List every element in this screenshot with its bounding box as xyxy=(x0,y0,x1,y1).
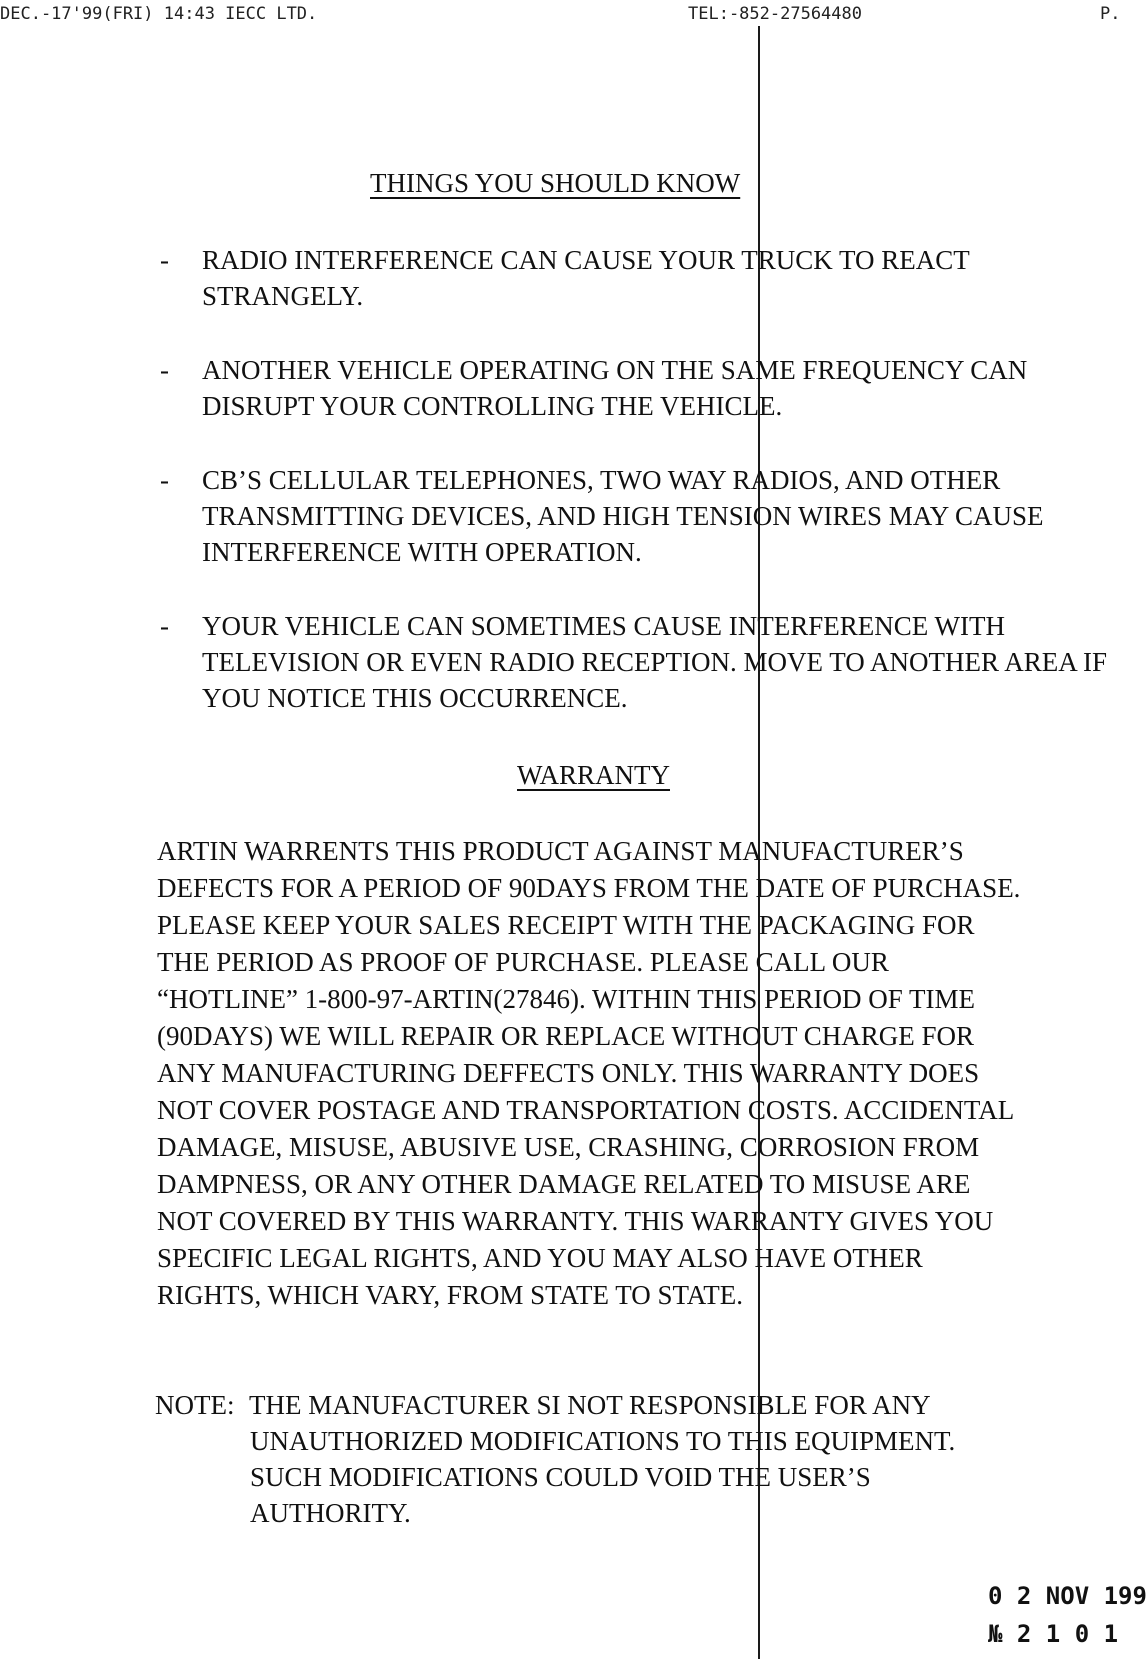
note-line: UNAUTHORIZED MODIFICATIONS TO THIS EQUIPMENT. xyxy=(250,1426,956,1456)
warranty-line: “HOTLINE” 1-800-97-ARTIN(27846). WITHIN THIS PERIOD OF TIME xyxy=(157,984,976,1014)
fax-header-page: P. xyxy=(1100,4,1121,24)
warranty-line: ARTIN WARRENTS THIS PRODUCT AGAINST MANUFACTURER’S xyxy=(157,836,964,866)
fax-header xyxy=(0,4,1123,26)
stamp-date: 0 2 NOV 199 xyxy=(988,1582,1147,1610)
warranty-paragraph xyxy=(157,833,1020,1314)
note-line: THE MANUFACTURER SI NOT RESPONSIBLE FOR ANY xyxy=(249,1390,931,1420)
warranty-line: (90DAYS) WE WILL REPAIR OR REPLACE WITHOUT CHARGE FOR xyxy=(157,1021,975,1051)
fax-header-sender: DEC.-17'99(FRI) 14:43 IECC LTD. xyxy=(0,4,318,24)
list-item xyxy=(160,462,1120,570)
note-block xyxy=(155,1387,1115,1531)
list-item-text: RADIO INTERFERENCE CAN CAUSE YOUR TRUCK TO REACT STRANGELY. xyxy=(202,245,970,311)
list-item-text: ANOTHER VEHICLE OPERATING ON THE SAME FREQUENCY CAN DISRUPT YOUR CONTROLLING THE VEHICLE. xyxy=(202,355,1028,421)
list-item-text: CB’S CELLULAR TELEPHONES, TWO WAY RADIOS, AND OTHER TRANSMITTING DEVICES, AND HIGH TENSION WIRES MAY CAUSE INTERFERENCE WITH OPERATION. xyxy=(202,465,1044,567)
received-stamp xyxy=(988,1577,1147,1653)
bullet-dash: - xyxy=(160,465,169,495)
list-item xyxy=(160,608,1120,716)
list-item xyxy=(160,242,1120,314)
fax-header-phone: TEL:-852-27564480 xyxy=(688,4,862,24)
section-title-warranty: WARRANTY xyxy=(517,760,670,790)
warranty-line: SPECIFIC LEGAL RIGHTS, AND YOU MAY ALSO HAVE OTHER xyxy=(157,1243,923,1273)
warranty-line: PLEASE KEEP YOUR SALES RECEIPT WITH THE PACKAGING FOR xyxy=(157,910,975,940)
section-title-things-to-know: THINGS YOU SHOULD KNOW xyxy=(370,168,741,198)
warranty-line: RIGHTS, WHICH VARY, FROM STATE TO STATE. xyxy=(157,1280,744,1310)
warranty-line: NOT COVER POSTAGE AND TRANSPORTATION COSTS. ACCIDENTAL xyxy=(157,1095,1015,1125)
warranty-line: DAMPNESS, OR ANY OTHER DAMAGE RELATED TO MISUSE ARE xyxy=(157,1169,971,1199)
things-to-know-list xyxy=(160,242,1120,754)
note-line: AUTHORITY. xyxy=(250,1498,411,1528)
bullet-dash: - xyxy=(160,245,169,275)
warranty-line: THE PERIOD AS PROOF OF PURCHASE. PLEASE CALL OUR xyxy=(157,947,889,977)
bullet-dash: - xyxy=(160,355,169,385)
warranty-line: DAMAGE, MISUSE, ABUSIVE USE, CRASHING, CORROSION FROM xyxy=(157,1132,980,1162)
bullet-dash: - xyxy=(160,611,169,641)
warranty-line: ANY MANUFACTURING DEFFECTS ONLY. THIS WARRANTY DOES xyxy=(157,1058,980,1088)
list-item xyxy=(160,352,1120,424)
stamp-number: № 2 1 0 1 xyxy=(988,1620,1119,1648)
list-item-text: YOUR VEHICLE CAN SOMETIMES CAUSE INTERFERENCE WITH TELEVISION OR EVEN RADIO RECEPTION. MOVE TO ANOTHER AREA IF YOU NOTICE THIS OCCURRENCE. xyxy=(202,611,1107,713)
note-label: NOTE: xyxy=(155,1390,235,1420)
note-line: SUCH MODIFICATIONS COULD VOID THE USER’S xyxy=(250,1462,871,1492)
warranty-line: NOT COVERED BY THIS WARRANTY. THIS WARRANTY GIVES YOU xyxy=(157,1206,994,1236)
warranty-line: DEFECTS FOR A PERIOD OF 90DAYS FROM THE DATE OF PURCHASE. xyxy=(157,873,1021,903)
